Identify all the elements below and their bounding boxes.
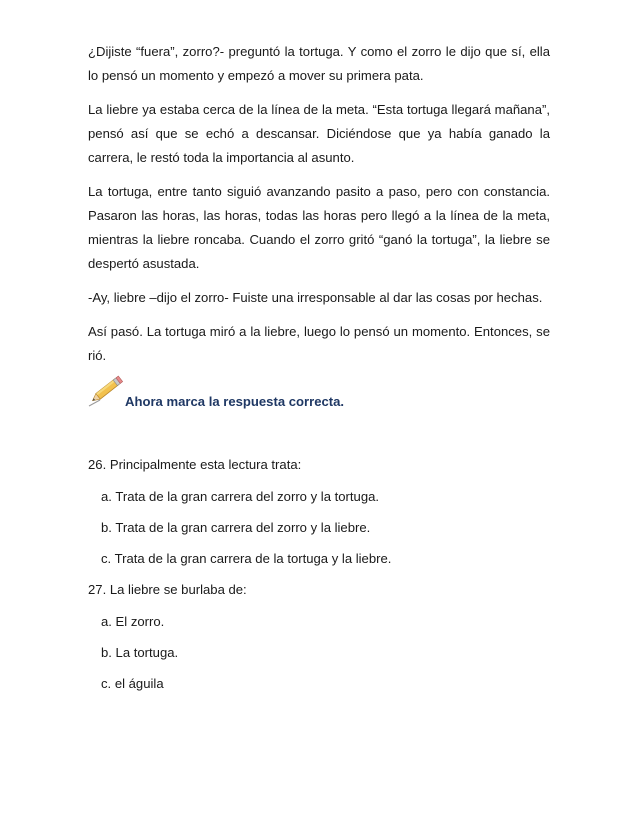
option-26-b[interactable]: b. Trata de la gran carrera del zorro y la liebre. — [101, 520, 371, 535]
paragraph: -Ay, liebre –dijo el zorro- Fuiste una irresponsable al dar las cosas por hechas. — [88, 290, 543, 305]
pencil-icon — [88, 370, 126, 410]
option-27-c[interactable]: c. el águila — [101, 676, 164, 691]
question-27: 27. La liebre se burlaba de: — [88, 582, 247, 597]
question-list — [88, 455, 550, 694]
paragraph: La tortuga, entre tanto siguió avanzando pasito a paso, pero con constancia. Pasaron las horas, las horas, todas las horas pero llegó a la línea de la meta, mientras la liebre roncaba. Cuando el zorro gritó “ganó la tortuga”, la liebre se despertó asustada. — [88, 184, 550, 271]
paragraph: La liebre ya estaba cerca de la línea de la meta. “Esta tortuga llegará mañana”, pensó así que se echó a descansar. Diciéndose que ya había ganado la carrera, le restó toda la importancia al asunto. — [88, 102, 550, 165]
option-27-a[interactable]: a. El zorro. — [101, 614, 165, 629]
option-27-b[interactable]: b. La tortuga. — [101, 645, 179, 660]
option-26-a[interactable]: a. Trata de la gran carrera del zorro y la tortuga. — [101, 489, 380, 504]
option-26-c[interactable]: c. Trata de la gran carrera de la tortuga y la liebre. — [101, 551, 392, 566]
question-26: 26. Principalmente esta lectura trata: — [88, 457, 302, 472]
story-text — [88, 40, 550, 378]
instruction — [88, 370, 550, 414]
paragraph: Así pasó. La tortuga miró a la liebre, luego lo pensó un momento. Entonces, se rió. — [88, 324, 550, 363]
instruction-text: Ahora marca la respuesta correcta. — [125, 394, 345, 409]
paragraph: ¿Dijiste “fuera”, zorro?- preguntó la tortuga. Y como el zorro le dijo que sí, ella lo pensó un momento y empezó a mover su primera pata. — [88, 44, 550, 83]
